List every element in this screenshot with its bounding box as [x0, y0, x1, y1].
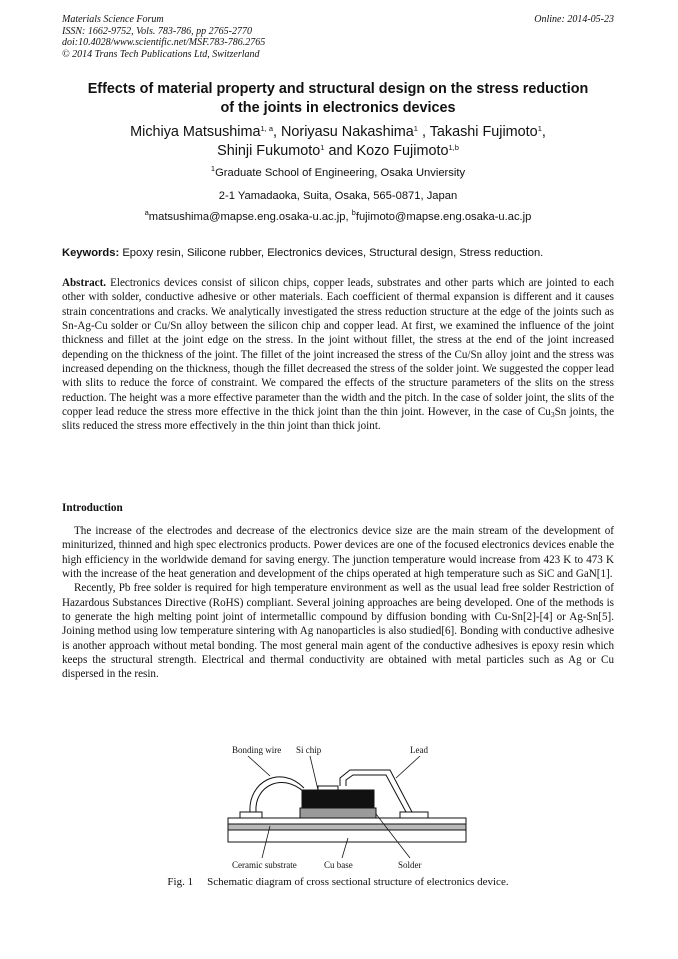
journal-doi: doi:10.4028/www.scientific.net/MSF.783-786.2765: [62, 37, 266, 48]
paper-title: [62, 80, 614, 118]
abstract-label: Abstract.: [62, 277, 107, 289]
caption-text: Schematic diagram of cross sectional structure of electronics device.: [207, 876, 509, 888]
label-ceramic-substrate: Ceramic substrate: [232, 860, 297, 870]
introduction-body: [62, 524, 614, 682]
leader-bonding-wire: [248, 756, 270, 776]
school-name: Graduate School of Engineering, Osaka Unviersity: [215, 167, 466, 179]
author-affil-sup: 1: [413, 124, 418, 133]
copper-layer-shape: [228, 818, 466, 824]
author-name: Shinji Fukumoto: [217, 143, 321, 159]
email-a-sup: a: [144, 208, 149, 217]
figure-1-caption: [62, 876, 614, 888]
chip-pad-shape: [318, 786, 338, 790]
online-date: Online: 2014-05-23: [534, 14, 614, 25]
section-heading-introduction: Introduction: [62, 502, 123, 514]
author-affil-sup: 1,b: [448, 143, 459, 152]
abstract-subscript: 3: [550, 410, 555, 420]
introduction-paragraph-1: The increase of the electrodes and decrease of the electronics device size are the main stream of the development of miniturized, thinned and high spec electronics products. Power devices are one of the focused electronics devices enable the high efficiency in the worldwide demand for saving energy. The junction temperature would increase from 423 K to 473 K with the increase of the heat generation and development of the chips operated at high temperature such as SiC and GaN[1].: [62, 525, 614, 581]
author-name: Kozo Fujimoto: [356, 143, 449, 159]
author-affil-sup: 1: [537, 124, 542, 133]
abstract-text: Electronics devices consist of silicon chips, copper leads, substrates and other parts which are jointed to each other with solder, conductive adhesive or other materials. Each coefficient of thermal expansion is different and it causes strain concentrations and cracks. We analytically investigated the stress reduction structure at the edge of the joints such as Sn-Ag-Cu solder or Cu/Sn alloy between the silicon chip and copper lead. At first, we examined the influence of the joint thickness and fillet at the joint edge on the stress. In the joint without fillet, the stress at the end of the joint increased depending on the thickness of the joint. The fillet of the joint increased the stress of the Cu/Sn alloy joint and the stress was increased depending on the thickness, though the fillet decreased the stress of the solder joint. We suggested the copper lead with slits to reduce the force of constraint. We compared the effects of the structure parameters of the slits on the stress reduction. The height was a more effective parameter than the width and the pitch. In the case of solder joint, the slits of the copper lead reduce the stress more effective in the thick joint than the thin joint. However, in the case of Cu: [62, 277, 614, 419]
author-sep: ,: [273, 124, 282, 140]
label-lead: Lead: [410, 745, 428, 755]
author-sep: ,: [541, 124, 546, 140]
label-solder: Solder: [398, 860, 422, 870]
si-chip-shape: [302, 790, 374, 808]
author-line-1: [62, 123, 614, 142]
left-pad-shape: [240, 812, 262, 818]
bonding-wire-inner-shape: [256, 783, 304, 812]
keywords-text: Epoxy resin, Silicone rubber, Electronics devices, Structural design, Stress reduction.: [122, 247, 544, 259]
journal-copyright: © 2014 Trans Tech Publications Ltd, Switzerland: [62, 48, 260, 60]
affiliation-school: [62, 166, 614, 180]
author-sep: ,: [417, 124, 430, 140]
email-b: fujimoto@mapse.eng.osaka-u.ac.jp: [355, 211, 532, 223]
leader-lead: [396, 756, 420, 778]
label-si-chip: Si chip: [296, 745, 322, 755]
device-cross-section-diagram: [200, 742, 476, 874]
affiliation-address: 2-1 Yamadaoka, Suita, Osaka, 565-0871, Japan: [218, 190, 458, 202]
abstract-text-end: Sn joints, the slits reduced the stress more effectively in the thin joint than thick joint.: [62, 406, 614, 433]
figure-1: [200, 742, 476, 874]
bonding-wire-shape: [250, 777, 304, 812]
abstract: [62, 276, 614, 434]
author-affil-sup: 1: [320, 143, 325, 152]
author-name: Takashi Fujimoto: [429, 124, 538, 140]
ceramic-substrate-shape: [228, 824, 466, 830]
journal-name: Materials Science Forum: [62, 14, 164, 25]
right-pad-shape: [400, 812, 428, 818]
caption-number: Fig. 1: [167, 876, 194, 888]
author-sep: and: [324, 143, 357, 159]
label-cu-base: Cu base: [324, 860, 353, 870]
author-name: Michiya Matsushima: [130, 124, 261, 140]
author-line-2: [62, 142, 614, 161]
introduction-paragraph-2: Recently, Pb free solder is required for high temperature environment as well as the usual lead free solder Restriction of Hazardous Substances Directive (RoHS) compliant. Several joining approaches are being developed. One of the methods is to generate the high melting point joint of intermetallic compound by diffusion bonding with Cu-Sn[2]-[4] or Ag-Sn[5]. Joining method using low temperature sintering with Ag nanoparticles is also studied[6]. Bonding with conductive adhesive is another approach without metal bonding. The most general main agent of the conductive adhesives is epoxy resin which keeps the structural strength. Electrical and thermal conductivity are obtained with metal particles such as Ag or Cu dispersed in the resin.: [62, 582, 614, 681]
title-line-2: of the joints in electronics devices: [220, 100, 456, 116]
leader-si-chip: [310, 756, 318, 790]
solder-shape: [300, 808, 376, 818]
email-b-sup: b: [351, 208, 356, 217]
author-list: [62, 123, 614, 161]
author-affil-sup: 1, a: [260, 124, 274, 133]
affiliation-emails: [62, 210, 614, 224]
email-a: matsushima@mapse.eng.osaka-u.ac.jp,: [148, 211, 352, 223]
keywords: [62, 246, 614, 260]
label-bonding-wire: Bonding wire: [232, 745, 282, 755]
journal-header: [62, 14, 614, 60]
title-line-1: Effects of material property and structural design on the stress reduction: [87, 81, 589, 97]
affiliation-sup: 1: [210, 164, 216, 173]
keywords-label: Keywords:: [62, 247, 120, 259]
author-name: Noriyasu Nakashima: [281, 124, 414, 140]
journal-issn: ISSN: 1662-9752, Vols. 783-786, pp 2765-2770: [62, 25, 252, 37]
